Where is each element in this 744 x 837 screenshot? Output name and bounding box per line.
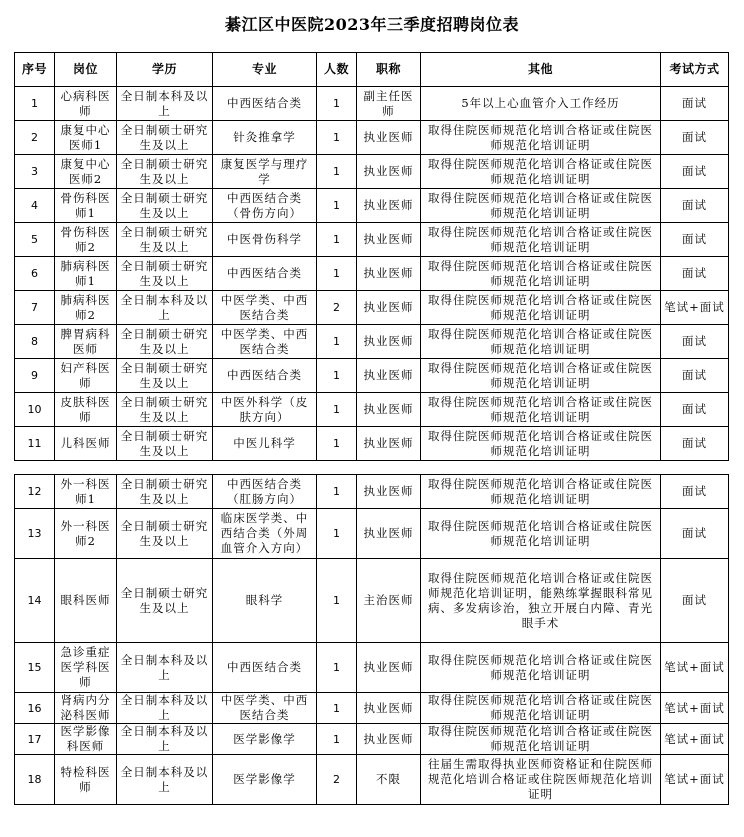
cell-exam: 面试: [661, 257, 729, 291]
cell-post: 儿科医师: [55, 427, 117, 461]
cell-rank: 执业医师: [357, 325, 421, 359]
cell-seq: 8: [15, 325, 55, 359]
cell-post: 康复中心医师1: [55, 121, 117, 155]
cell-major: 中医骨伤科学: [213, 223, 317, 257]
cell-rank: 不限: [357, 755, 421, 805]
cell-rank: 执业医师: [357, 359, 421, 393]
cell-post: 妇产科医师: [55, 359, 117, 393]
cell-other: 取得住院医师规范化培训合格证或住院医师规范化培训证明: [421, 291, 661, 325]
cell-count: 1: [317, 155, 357, 189]
table-row: [15, 121, 729, 155]
table-row: [15, 509, 729, 559]
cell-seq: 12: [15, 475, 55, 509]
cell-major: 中西医结合类: [213, 87, 317, 121]
cell-edu: 全日制硕士研究生及以上: [117, 155, 213, 189]
cell-rank: 主治医师: [357, 559, 421, 643]
cell-other: 取得住院医师规范化培训合格证或住院医师规范化培训证明: [421, 724, 661, 755]
cell-seq: 7: [15, 291, 55, 325]
cell-seq: 6: [15, 257, 55, 291]
cell-post: 肺病科医师1: [55, 257, 117, 291]
cell-other: 取得住院医师规范化培训合格证或住院医师规范化培训证明: [421, 223, 661, 257]
cell-exam: 面试: [661, 223, 729, 257]
table-row: [15, 325, 729, 359]
cell-edu: 全日制本科及以上: [117, 87, 213, 121]
cell-edu: 全日制硕士研究生及以上: [117, 257, 213, 291]
cell-post: 肺病科医师2: [55, 291, 117, 325]
cell-rank: 执业医师: [357, 393, 421, 427]
cell-exam: 面试: [661, 559, 729, 643]
cell-seq: 4: [15, 189, 55, 223]
header-count: 人数: [317, 53, 357, 87]
table-row: [15, 559, 729, 643]
table-row: [15, 189, 729, 223]
cell-edu: 全日制硕士研究生及以上: [117, 325, 213, 359]
cell-exam: 面试: [661, 87, 729, 121]
cell-edu: 全日制硕士研究生及以上: [117, 223, 213, 257]
cell-post: 眼科医师: [55, 559, 117, 643]
cell-major: 眼科学: [213, 559, 317, 643]
header-rank: 职称: [357, 53, 421, 87]
cell-major: 中西医结合类: [213, 359, 317, 393]
cell-count: 1: [317, 393, 357, 427]
table-row: [15, 359, 729, 393]
cell-major: 中西医结合类（肛肠方向）: [213, 475, 317, 509]
cell-count: 1: [317, 475, 357, 509]
cell-count: 1: [317, 87, 357, 121]
cell-seq: 10: [15, 393, 55, 427]
cell-seq: 5: [15, 223, 55, 257]
cell-edu: 全日制本科及以上: [117, 643, 213, 693]
cell-seq: 18: [15, 755, 55, 805]
cell-count: 2: [317, 291, 357, 325]
table-row: [15, 223, 729, 257]
cell-post: 脾胃病科医师: [55, 325, 117, 359]
cell-edu: 全日制硕士研究生及以上: [117, 121, 213, 155]
cell-rank: 执业医师: [357, 189, 421, 223]
cell-exam: 笔试+面试: [661, 291, 729, 325]
cell-post: 外一科医师1: [55, 475, 117, 509]
cell-count: 1: [317, 509, 357, 559]
page-title: 綦江区中医院2023年三季度招聘岗位表: [224, 15, 520, 34]
cell-edu: 全日制硕士研究生及以上: [117, 393, 213, 427]
cell-other: 取得住院医师规范化培训合格证或住院医师规范化培训证明: [421, 643, 661, 693]
cell-rank: 执业医师: [357, 223, 421, 257]
table-row: [15, 257, 729, 291]
cell-exam: 笔试+面试: [661, 755, 729, 805]
cell-other: 取得住院医师规范化培训合格证或住院医师规范化培训证明: [421, 189, 661, 223]
cell-other: 取得住院医师规范化培训合格证或住院医师规范化培训证明: [421, 393, 661, 427]
cell-count: 1: [317, 559, 357, 643]
cell-major: 中医学类、中西医结合类: [213, 693, 317, 724]
table-gap-cell: [15, 461, 729, 475]
cell-rank: 执业医师: [357, 291, 421, 325]
cell-edu: 全日制硕士研究生及以上: [117, 559, 213, 643]
cell-post: 骨伤科医师2: [55, 223, 117, 257]
cell-seq: 11: [15, 427, 55, 461]
cell-seq: 3: [15, 155, 55, 189]
recruitment-table: [14, 52, 729, 805]
cell-other: 取得住院医师规范化培训合格证或住院医师规范化培训证明: [421, 325, 661, 359]
cell-post: 医学影像科医师: [55, 724, 117, 755]
cell-exam: 面试: [661, 427, 729, 461]
cell-post: 心病科医师: [55, 87, 117, 121]
cell-edu: 全日制本科及以上: [117, 693, 213, 724]
cell-rank: 执业医师: [357, 643, 421, 693]
cell-seq: 16: [15, 693, 55, 724]
cell-seq: 2: [15, 121, 55, 155]
cell-count: 1: [317, 643, 357, 693]
cell-seq: 17: [15, 724, 55, 755]
cell-major: 中医儿科学: [213, 427, 317, 461]
cell-post: 外一科医师2: [55, 509, 117, 559]
header-post: 岗位: [55, 53, 117, 87]
cell-edu: 全日制硕士研究生及以上: [117, 189, 213, 223]
cell-major: 中西医结合类（骨伤方向）: [213, 189, 317, 223]
cell-edu: 全日制硕士研究生及以上: [117, 427, 213, 461]
cell-rank: 执业医师: [357, 427, 421, 461]
header-seq: 序号: [15, 53, 55, 87]
cell-seq: 15: [15, 643, 55, 693]
cell-edu: 全日制硕士研究生及以上: [117, 359, 213, 393]
cell-other: 取得住院医师规范化培训合格证或住院医师规范化培训证明: [421, 257, 661, 291]
cell-count: 1: [317, 189, 357, 223]
cell-post: 肾病内分泌科医师: [55, 693, 117, 724]
cell-seq: 9: [15, 359, 55, 393]
cell-other: 取得住院医师规范化培训合格证或住院医师规范化培训证明: [421, 359, 661, 393]
cell-exam: 面试: [661, 393, 729, 427]
cell-count: 1: [317, 359, 357, 393]
cell-rank: 执业医师: [357, 724, 421, 755]
cell-post: 急诊重症医学科医师: [55, 643, 117, 693]
table-row: [15, 475, 729, 509]
cell-edu: 全日制硕士研究生及以上: [117, 509, 213, 559]
cell-count: 1: [317, 121, 357, 155]
cell-count: 1: [317, 724, 357, 755]
cell-other: 取得住院医师规范化培训合格证或住院医师规范化培训证明: [421, 155, 661, 189]
cell-rank: 执业医师: [357, 475, 421, 509]
cell-other: 取得住院医师规范化培训合格证或住院医师规范化培训证明: [421, 475, 661, 509]
table-row: [15, 155, 729, 189]
cell-count: 1: [317, 427, 357, 461]
cell-other: 取得住院医师规范化培训合格证或住院医师规范化培训证明: [421, 693, 661, 724]
table-row: [15, 291, 729, 325]
table-gap-row: [15, 461, 729, 475]
cell-seq: 13: [15, 509, 55, 559]
cell-major: 医学影像学: [213, 755, 317, 805]
cell-seq: 1: [15, 87, 55, 121]
cell-major: 临床医学类、中西结合类（外周血管介入方向）: [213, 509, 317, 559]
cell-exam: 笔试+面试: [661, 693, 729, 724]
cell-exam: 笔试+面试: [661, 724, 729, 755]
cell-major: 中西医结合类: [213, 643, 317, 693]
cell-other: 取得住院医师规范化培训合格证或住院医师规范化培训证明: [421, 121, 661, 155]
table-row: [15, 643, 729, 693]
cell-major: 中医外科学（皮肤方向）: [213, 393, 317, 427]
cell-post: 皮肤科医师: [55, 393, 117, 427]
cell-exam: 面试: [661, 121, 729, 155]
header-other: 其他: [421, 53, 661, 87]
cell-rank: 执业医师: [357, 693, 421, 724]
table-header-row: [15, 53, 729, 87]
cell-count: 2: [317, 755, 357, 805]
cell-post: 特检科医师: [55, 755, 117, 805]
cell-edu: 全日制本科及以上: [117, 755, 213, 805]
cell-edu: 全日制本科及以上: [117, 724, 213, 755]
cell-other: 取得住院医师规范化培训合格证或住院医师规范化培训证明: [421, 427, 661, 461]
cell-exam: 面试: [661, 189, 729, 223]
header-major: 专业: [213, 53, 317, 87]
cell-count: 1: [317, 257, 357, 291]
cell-exam: 面试: [661, 325, 729, 359]
cell-seq: 14: [15, 559, 55, 643]
header-exam: 考试方式: [661, 53, 729, 87]
table-row: [15, 693, 729, 724]
cell-major: 中医学类、中西医结合类: [213, 291, 317, 325]
cell-exam: 笔试+面试: [661, 643, 729, 693]
cell-count: 1: [317, 693, 357, 724]
cell-exam: 面试: [661, 509, 729, 559]
header-edu: 学历: [117, 53, 213, 87]
cell-rank: 执业医师: [357, 121, 421, 155]
cell-major: 针灸推拿学: [213, 121, 317, 155]
table-row: [15, 755, 729, 805]
cell-exam: 面试: [661, 155, 729, 189]
cell-rank: 执业医师: [357, 509, 421, 559]
cell-edu: 全日制本科及以上: [117, 291, 213, 325]
table-row: [15, 87, 729, 121]
cell-rank: 执业医师: [357, 257, 421, 291]
cell-post: 康复中心医师2: [55, 155, 117, 189]
cell-major: 医学影像学: [213, 724, 317, 755]
table-row: [15, 724, 729, 755]
cell-exam: 面试: [661, 359, 729, 393]
cell-edu: 全日制硕士研究生及以上: [117, 475, 213, 509]
cell-major: 康复医学与理疗学: [213, 155, 317, 189]
cell-post: 骨伤科医师1: [55, 189, 117, 223]
cell-major: 中西医结合类: [213, 257, 317, 291]
cell-other: 取得住院医师规范化培训合格证或住院医师规范化培训证明: [421, 509, 661, 559]
cell-other: 取得住院医师规范化培训合格证或住院医师规范化培训证明，能熟练掌握眼科常见病、多发病诊治，独立开展白内障、青光眼手术: [421, 559, 661, 643]
cell-rank: 副主任医师: [357, 87, 421, 121]
table-row: [15, 427, 729, 461]
cell-exam: 面试: [661, 475, 729, 509]
cell-rank: 执业医师: [357, 155, 421, 189]
cell-major: 中医学类、中西医结合类: [213, 325, 317, 359]
cell-count: 1: [317, 223, 357, 257]
cell-other: 5年以上心血管介入工作经历: [421, 87, 661, 121]
table-row: [15, 393, 729, 427]
cell-count: 1: [317, 325, 357, 359]
cell-other: 往届生需取得执业医师资格证和住院医师规范化培训合格证或住院医师规范化培训证明: [421, 755, 661, 805]
